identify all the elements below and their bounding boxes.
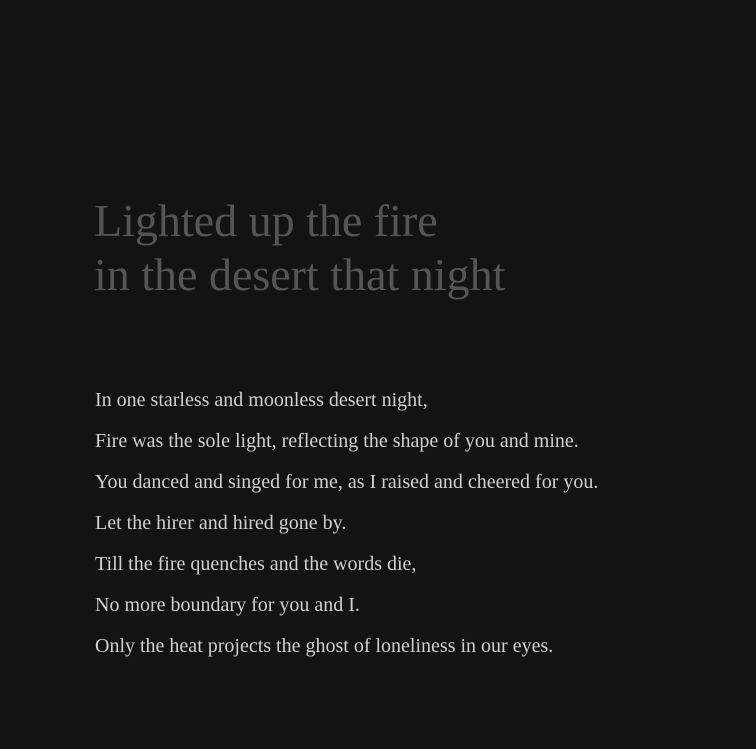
poem-line: Till the fire quenches and the words die, xyxy=(95,553,417,575)
poem-body xyxy=(95,380,735,667)
poem-line: Let the hirer and hired gone by. xyxy=(95,512,347,534)
poem-line: In one starless and moonless desert night, xyxy=(95,389,428,411)
poem-line: Fire was the sole light, reflecting the shape of you and mine. xyxy=(95,430,579,452)
poem-line: You danced and singed for me, as I raised and cheered for you. xyxy=(95,471,599,493)
poem-title xyxy=(94,194,714,302)
poem-line: No more boundary for you and I. xyxy=(95,594,360,616)
title-line-2: in the desert that night xyxy=(94,249,506,300)
title-line-1: Lighted up the fire xyxy=(94,195,438,246)
poem-line: Only the heat projects the ghost of loneliness in our eyes. xyxy=(95,635,554,657)
